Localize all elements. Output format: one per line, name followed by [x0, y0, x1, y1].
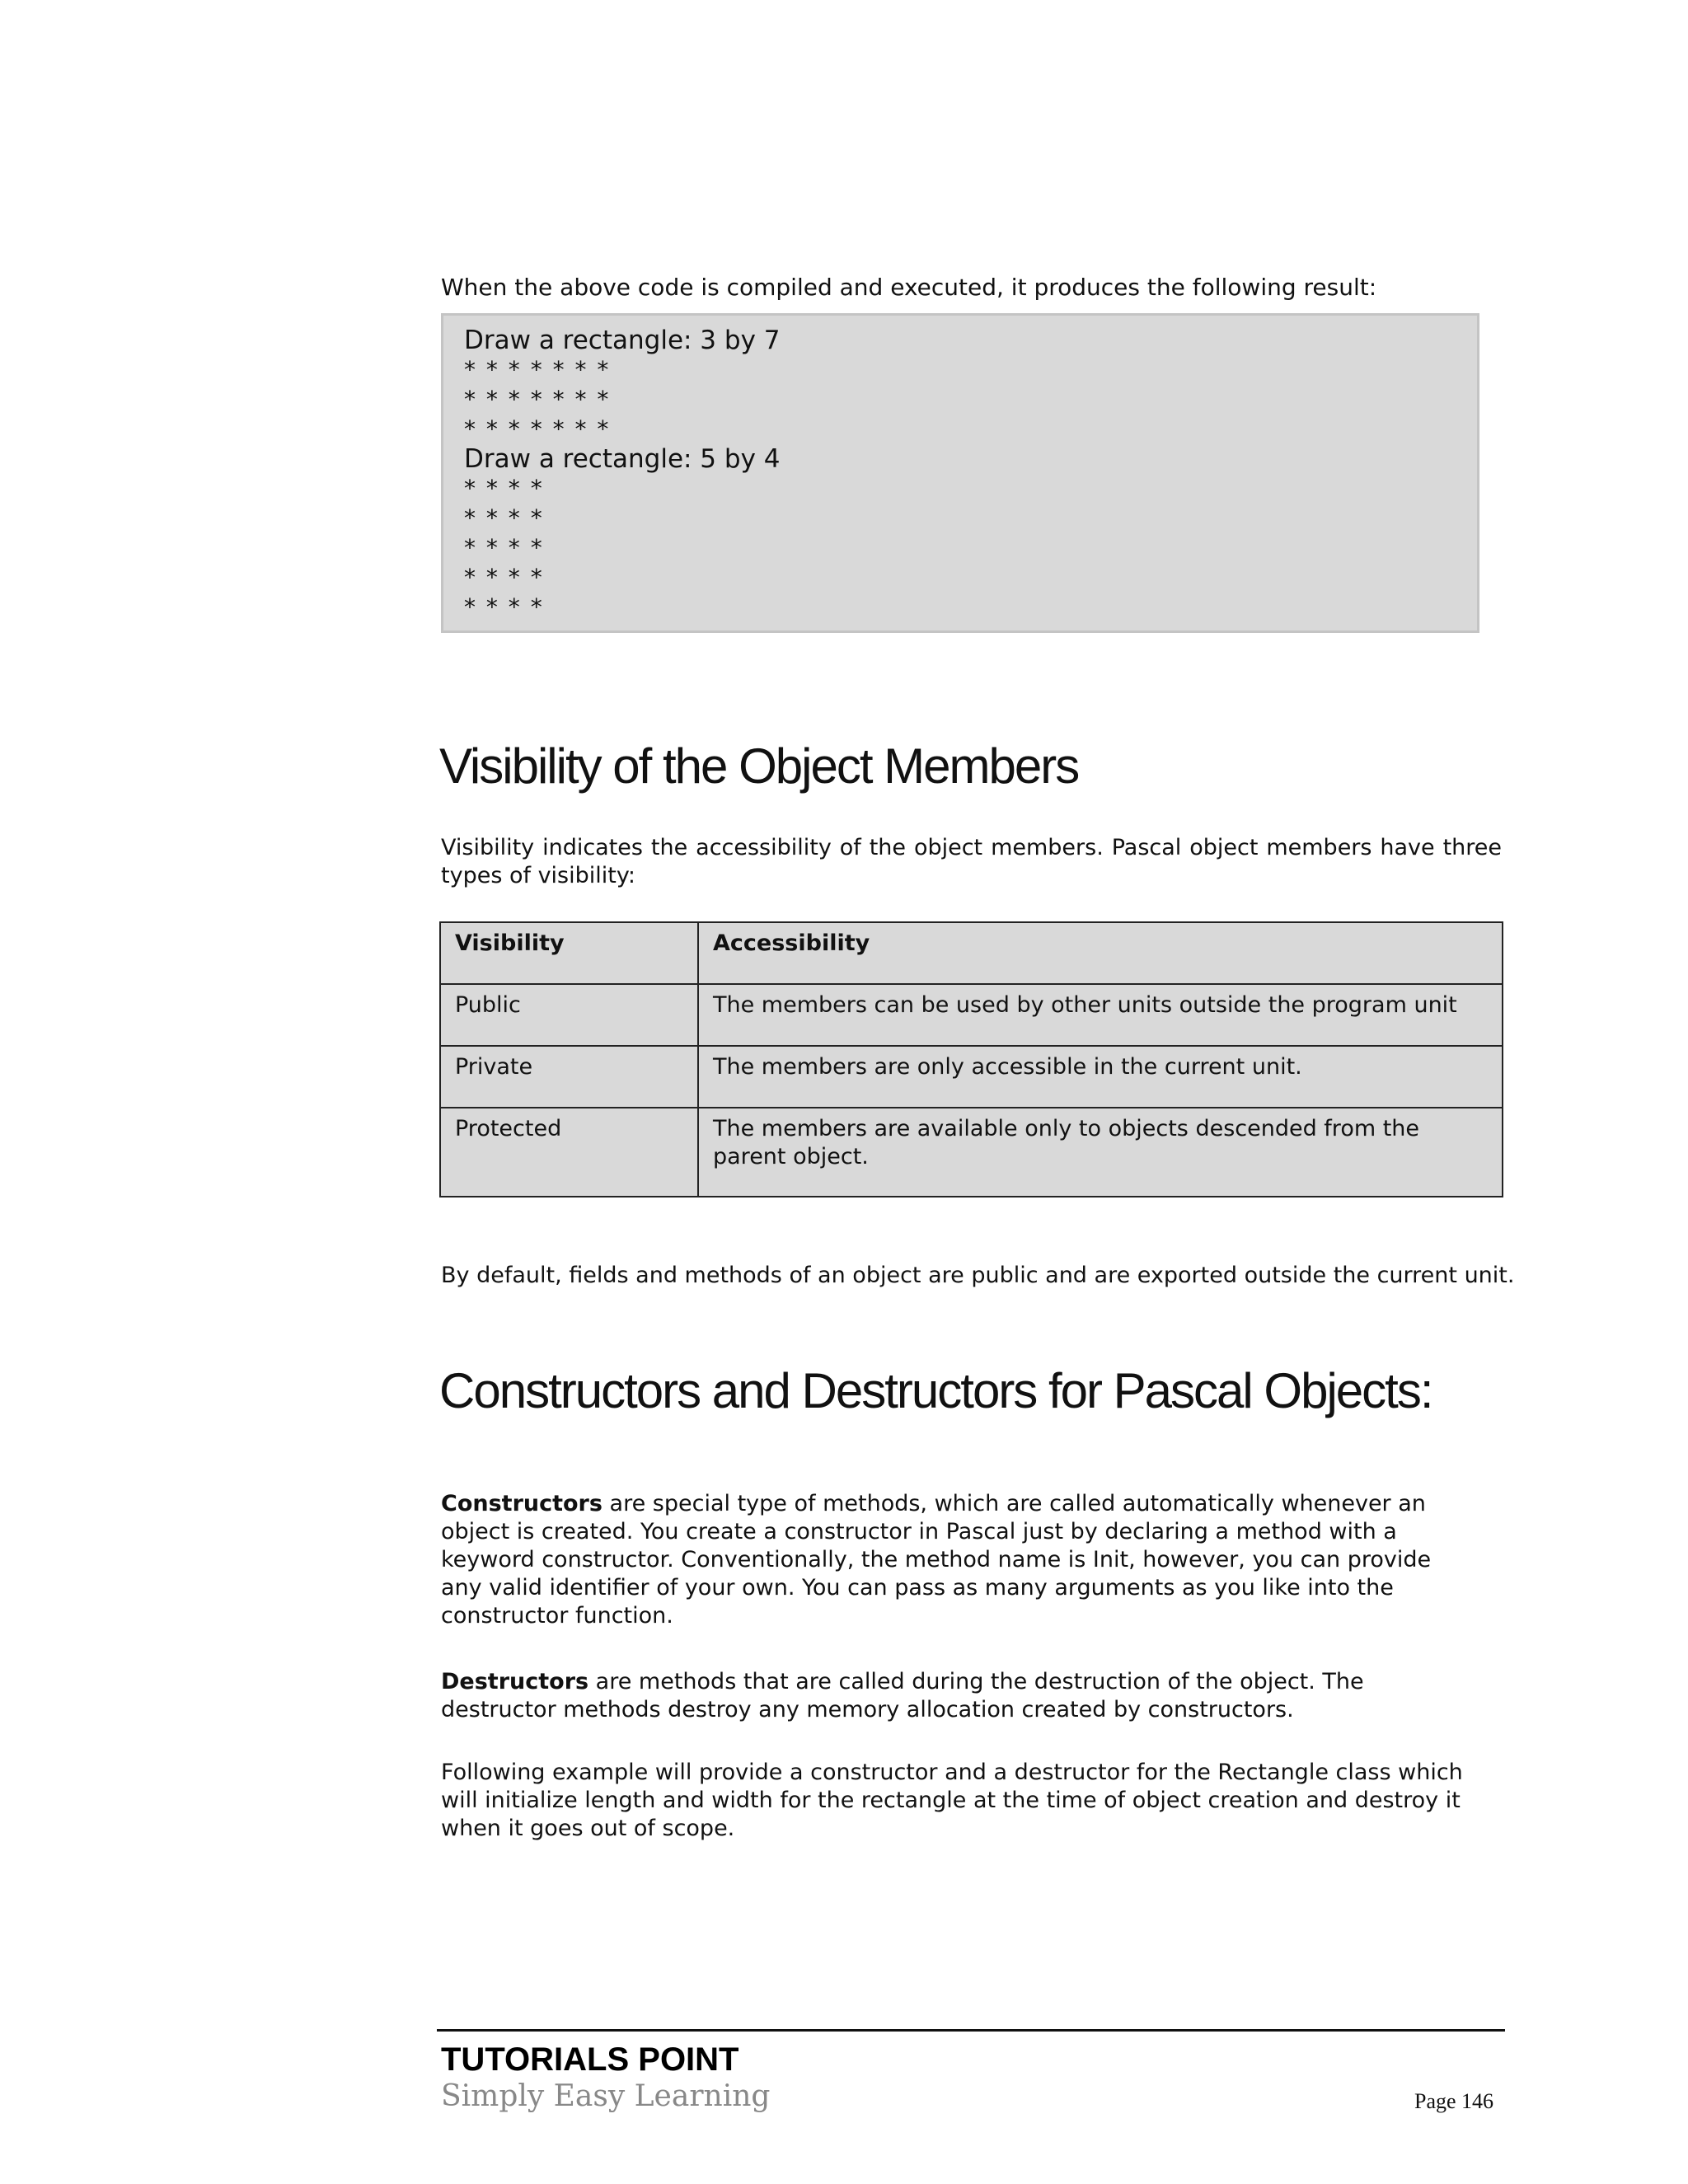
default-visibility-note: By default, fields and methods of an object are public and are exported outside the current unit. — [441, 1263, 1515, 1288]
table-row — [440, 1108, 1503, 1197]
output-line: * * * * * * * — [464, 386, 611, 413]
destructors-paragraph — [441, 1668, 1471, 1724]
visibility-intro: Visibility indicates the accessibility of the object members. Pascal object members have three types of visibility: — [441, 835, 1502, 888]
footer-divider — [437, 2029, 1505, 2032]
table-cell: The members can be used by other units outside the program unit — [698, 984, 1503, 1046]
footer-tagline: Simply Easy Learning — [441, 2079, 771, 2113]
output-line: * * * * — [464, 534, 544, 561]
destructors-term: Destructors — [441, 1669, 589, 1694]
column-header-visibility: Visibility — [440, 922, 698, 984]
intro-text: When the above code is compiled and executed, it produces the following result: — [441, 274, 1377, 301]
visibility-table — [439, 921, 1503, 1197]
output-line: * * * * — [464, 564, 544, 591]
table-cell: The members are available only to objects descended from the parent object. — [698, 1108, 1503, 1197]
example-intro-paragraph: Following example will provide a constructor and a destructor for the Rectangle class which will initialize length and width for the rectangle at the time of object creation and destroy it when it goes out of scope. — [441, 1760, 1463, 1841]
footer-brand: TUTORIALS POINT — [441, 2041, 739, 2078]
constructors-heading: Constructors and Destructors for Pascal Objects: — [439, 1363, 1432, 1418]
destructors-description: are methods that are called during the destruction of the object. The destructor methods destroy any memory allocation created by constructors. — [441, 1669, 1364, 1722]
page-number: Page 146 — [1414, 2089, 1494, 2113]
table-cell: Protected — [440, 1108, 698, 1197]
output-line: Draw a rectangle: 3 by 7 — [464, 326, 781, 355]
output-line: * * * * * * * — [464, 415, 611, 443]
constructors-term: Constructors — [441, 1491, 603, 1516]
output-line: Draw a rectangle: 5 by 4 — [464, 444, 781, 474]
table-row — [440, 984, 1503, 1046]
constructors-description: are special type of methods, which are called automatically whenever an object is created. You create a constructor in Pascal just by declaring a method with a keyword constructor. Conventionally, the method name is Init, however, you can provide any valid identifier of your own. You can pass as many arguments as you like into the constructor function. — [441, 1491, 1432, 1629]
output-line: * * * * — [464, 504, 544, 532]
visibility-heading: Visibility of the Object Members — [439, 738, 1079, 794]
output-line: * * * * — [464, 593, 544, 621]
output-line: * * * * — [464, 475, 544, 502]
table-row — [440, 1046, 1503, 1108]
constructors-paragraph — [441, 1490, 1471, 1630]
column-header-accessibility: Accessibility — [698, 922, 1503, 984]
table-cell: Private — [440, 1046, 698, 1108]
table-cell: Public — [440, 984, 698, 1046]
table-cell: The members are only accessible in the current unit. — [698, 1046, 1503, 1108]
table-header-row — [440, 922, 1503, 984]
output-line: * * * * * * * — [464, 356, 611, 383]
program-output-box — [441, 313, 1479, 633]
